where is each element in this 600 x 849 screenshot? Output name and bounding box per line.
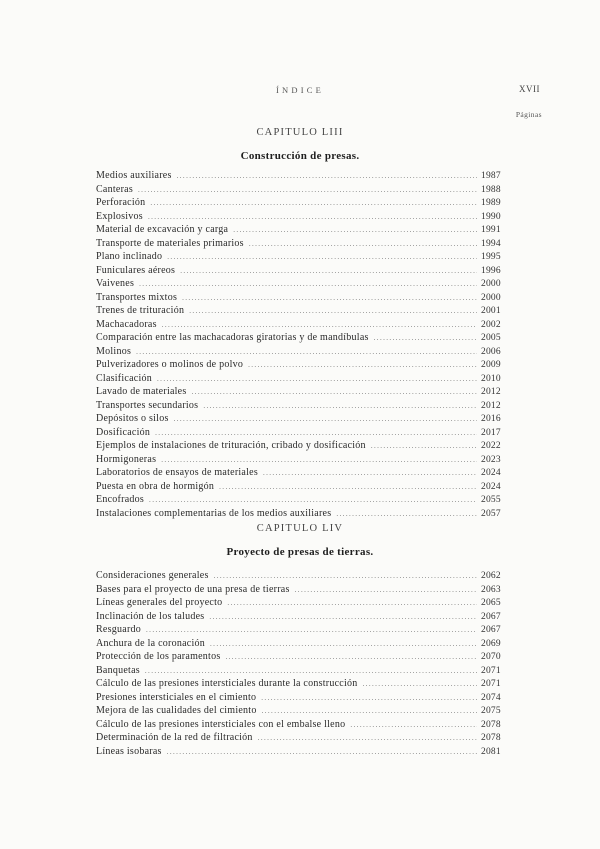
toc-entry-page: 2067 [481,611,501,622]
dot-leader [139,278,477,292]
toc-entry-page: 2065 [481,598,501,608]
dot-leader [248,359,477,373]
toc-entry [96,745,511,759]
dot-leader [174,413,477,427]
dot-leader [146,624,477,638]
toc-entry-page: 1996 [481,265,501,276]
toc-entry-label: Material de excavación y carga [96,224,229,235]
toc-entry-label: Cálculo de las presiones intersticiales con el embalse lleno [96,718,346,730]
toc-entry-label: Encofrados [96,494,145,505]
page-number: XVII [519,84,540,94]
dot-leader [150,197,477,211]
toc-entry-page: 1994 [481,238,501,249]
toc-entry-label: Funiculares aéreos [96,264,176,276]
dot-leader [258,732,477,746]
toc-entry-label: Perforación [96,197,146,208]
toc-entry [96,453,511,467]
toc-entry-page: 2005 [481,333,501,343]
toc-entry-page: 2006 [481,346,501,357]
dot-leader [189,305,477,319]
toc-entry-label: Hormigoneras [96,453,157,465]
toc-entry [96,358,511,372]
toc-entry-label: Bases para el proyecto de una presa de tierras [96,583,290,595]
toc-entry-label: Depósitos o silos [96,413,169,424]
toc-entry [96,345,511,359]
dot-leader [148,211,477,225]
toc-entry-label: Clasificación [96,372,153,384]
toc-entry-page: 2071 [481,665,501,676]
toc-entry [96,569,511,583]
dot-leader [225,651,477,665]
toc-entry-label: Lavado de materiales [96,386,187,397]
dot-leader [157,373,477,387]
toc-entry [96,439,511,453]
toc-entry-page: 2002 [481,319,501,330]
dot-leader [371,440,477,454]
toc-entry-page: 2012 [481,400,501,411]
toc-entry-page: 1987 [481,171,501,181]
toc-entry [96,731,511,745]
toc-entry [96,596,511,610]
dot-leader [203,400,477,414]
toc-entry-page: 2017 [481,427,501,438]
dot-leader [262,705,477,719]
toc-entry-page: 1990 [481,211,501,222]
toc-entry [96,331,511,345]
toc-entry [96,277,511,291]
toc-entry-page: 2001 [481,306,501,316]
toc-entry-page: 2078 [481,733,501,743]
toc-entry [96,250,511,264]
toc-list [96,169,511,520]
toc-entry-page: 2067 [481,625,501,635]
toc-entry [96,210,511,224]
chapter-heading: CAPITULO LIV [256,523,344,534]
toc-entry-label: Explosivos [96,210,143,222]
dot-leader [155,427,477,441]
toc-entry-label: Consideraciones generales [96,570,209,581]
dot-leader [214,570,477,584]
toc-entry-page: 1989 [481,198,501,208]
dot-leader [336,508,477,522]
dot-leader [192,386,477,400]
toc-entry [96,169,511,183]
toc-entry-label: Canteras [96,183,133,195]
running-header-title: ÍNDICE [276,85,324,95]
toc-entry [96,493,511,507]
toc-entry-label: Cálculo de las presiones intersticiales durante la construcción [96,678,358,689]
toc-entry [96,507,511,521]
toc-entry [96,196,511,210]
toc-entry-label: Molinos [96,345,132,357]
dot-leader [138,184,477,198]
toc-entry [96,223,511,237]
toc-entry-label: Líneas generales del proyecto [96,597,223,608]
toc-entry-label: Mejora de las cualidades del cimiento [96,705,257,716]
dot-leader [209,611,477,625]
toc-entry [96,610,511,624]
dot-leader [261,692,477,706]
toc-entry [96,637,511,651]
toc-entry-label: Ejemplos de instalaciones de trituración, cribado y dosificación [96,440,366,451]
toc-entry-label: Protección de los paramentos [96,651,221,662]
toc-entry [96,183,511,197]
toc-entry-label: Pulverizadores o molinos de polvo [96,359,244,370]
toc-entry-page: 2069 [481,638,501,649]
toc-entry-page: 2055 [481,495,501,505]
toc-entry-label: Inclinación de los taludes [96,610,205,622]
toc-entry-label: Determinación de la red de filtración [96,732,253,743]
toc-entry [96,426,511,440]
dot-leader [182,292,477,306]
toc-entry-label: Presiones intersticiales en el cimiento [96,691,257,703]
toc-entry-label: Vaivenes [96,278,135,289]
toc-entry-label: Transportes mixtos [96,291,178,303]
pages-column-label: Páginas [515,110,542,119]
toc-entry-page: 2000 [481,279,501,289]
dot-leader [219,481,477,495]
toc-entry-page: 2071 [481,679,501,689]
toc-entry-page: 2081 [481,746,501,757]
dot-leader [249,238,477,252]
dot-leader [374,332,477,346]
toc-entry-page: 2023 [481,454,501,465]
dot-leader [136,346,477,360]
dot-leader [363,678,477,692]
toc-entry [96,480,511,494]
chapter-title: Construcción de presas. [240,150,360,162]
toc-list [96,569,511,758]
dot-leader [145,665,477,679]
toc-entry-page: 1988 [481,184,501,195]
toc-entry [96,304,511,318]
toc-entry-page: 2062 [481,571,501,581]
dot-leader [161,454,477,468]
toc-entry [96,704,511,718]
toc-entry [96,291,511,305]
toc-entry-label: Transportes secundarios [96,399,199,411]
toc-entry-label: Laboratorios de ensayos de materiales [96,467,258,478]
toc-entry-page: 2010 [481,373,501,384]
toc-entry [96,466,511,480]
toc-entry-label: Banquetas [96,664,140,676]
toc-entry [96,399,511,413]
toc-entry-page: 1995 [481,252,501,262]
toc-entry-page: 2022 [481,441,501,451]
toc-entry [96,237,511,251]
dot-leader [295,584,477,598]
toc-entry-page: 2024 [481,468,501,478]
toc-entry-label: Machacadoras [96,318,157,330]
toc-entry [96,623,511,637]
toc-entry-label: Comparación entre las machacadoras giratorias y de mandíbulas [96,332,369,343]
toc-entry-page: 2000 [481,292,501,303]
chapter-heading: CAPITULO LIII [256,127,344,138]
toc-entry [96,718,511,732]
toc-entry-label: Trenes de trituración [96,305,185,316]
dot-leader [227,597,477,611]
toc-entry-page: 1991 [481,225,501,235]
toc-entry [96,264,511,278]
toc-entry [96,650,511,664]
toc-entry [96,677,511,691]
toc-entry-page: 2057 [481,508,501,519]
dot-leader [167,746,477,760]
toc-entry [96,691,511,705]
toc-entry-label: Medios auxiliares [96,170,172,181]
dot-leader [263,467,477,481]
toc-entry-page: 2024 [481,481,501,492]
dot-leader [149,494,477,508]
chapter-title: Proyecto de presas de tierras. [226,546,374,558]
toc-entry [96,664,511,678]
toc-entry-label: Instalaciones complementarias de los medios auxiliares [96,507,332,519]
dot-leader [350,719,477,733]
dot-leader [167,251,477,265]
toc-entry-label: Anchura de la coronación [96,637,206,649]
toc-entry [96,583,511,597]
toc-entry-page: 2009 [481,360,501,370]
toc-entry-label: Dosificación [96,426,151,438]
toc-entry-page: 2075 [481,706,501,716]
toc-entry [96,412,511,426]
toc-entry-page: 2016 [481,414,501,424]
dot-leader [210,638,477,652]
toc-entry-page: 2070 [481,652,501,662]
dot-leader [162,319,477,333]
toc-entry-label: Transporte de materiales primarios [96,237,244,249]
dot-leader [177,170,477,184]
toc-entry-label: Líneas isobaras [96,745,162,757]
toc-entry-label: Plano inclinado [96,251,163,262]
toc-entry-label: Resguardo [96,624,142,635]
toc-entry-page: 2063 [481,584,501,595]
dot-leader [180,265,477,279]
toc-entry-page: 2074 [481,692,501,703]
toc-entry-page: 2078 [481,719,501,730]
toc-entry [96,372,511,386]
toc-entry [96,385,511,399]
toc-entry [96,318,511,332]
toc-entry-label: Puesta en obra de hormigón [96,480,215,492]
dot-leader [233,224,477,238]
toc-entry-page: 2012 [481,387,501,397]
